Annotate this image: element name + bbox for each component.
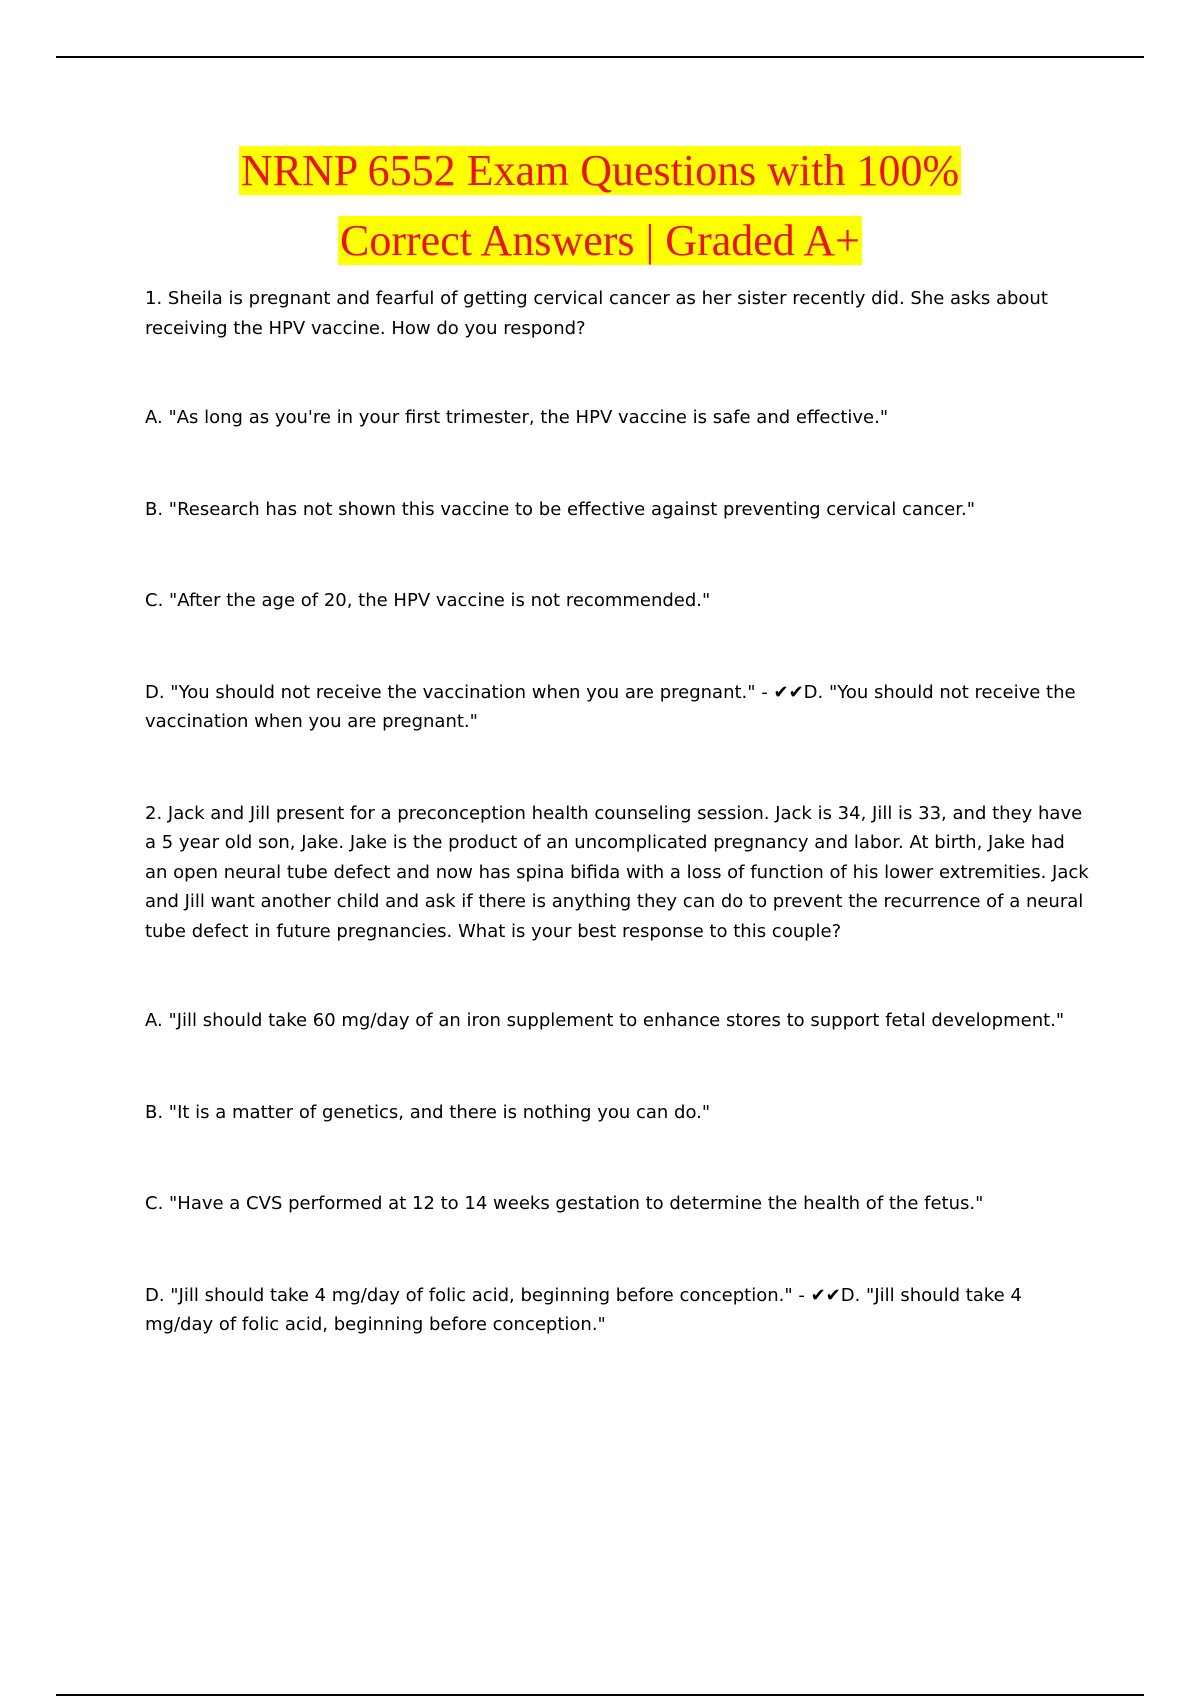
question-2-option-a: A. "Jill should take 60 mg/day of an iron supplement to enhance stores to support fetal development." — [145, 1010, 1065, 1031]
question-1-option-a: A. "As long as you're in your first trimester, the HPV vaccine is safe and effective." — [145, 407, 889, 428]
question-2-stem: 2. Jack and Jill present for a preconception health counseling session. Jack is 34, Jill is 33, and they have a 5 year old son, Jake. Jake is the product of an uncomplicated pregnancy and labor. At birth, Jake had an open neural tube defect and now has spina bifida with a loss of function of his lower extremities. Jack and Jill want another child and ask if there is anything they can do to prevent the recurrence of a neural tube defect in future pregnancies. What is your best response to this couple? — [145, 802, 1089, 942]
header-rule — [56, 56, 1144, 58]
question-1-option-c: C. "After the age of 20, the HPV vaccine is not recommended." — [145, 590, 711, 611]
question-1-option-b: B. "Research has not shown this vaccine to be effective against preventing cervical cancer." — [145, 498, 975, 520]
title-line-2: Correct Answers | Graded A+ — [340, 216, 860, 265]
footer-rule — [56, 1694, 1144, 1696]
question-2-option-d-answer: D. "Jill should take 4 mg/day of folic acid, beginning before conception." - ✔✔D. "Jill should take 4 mg/day of folic acid, beginning before conception." — [145, 1284, 1022, 1335]
question-2-option-c: C. "Have a CVS performed at 12 to 14 weeks gestation to determine the health of the fetus." — [145, 1193, 984, 1214]
question-1-option-d-answer: D. "You should not receive the vaccination when you are pregnant." - ✔✔D. "You should not receive the vaccination when you are pregnant." — [145, 681, 1076, 732]
question-1-stem: 1. Sheila is pregnant and fearful of getting cervical cancer as her sister recently did. She asks about receiving the HPV vaccine. How do you respond? — [145, 288, 1048, 339]
document-title — [0, 136, 1200, 276]
question-2-option-b: B. "It is a matter of genetics, and there is nothing you can do." — [145, 1101, 711, 1123]
title-line-1: NRNP 6552 Exam Questions with 100% — [240, 146, 960, 195]
question-list — [145, 284, 1090, 1340]
